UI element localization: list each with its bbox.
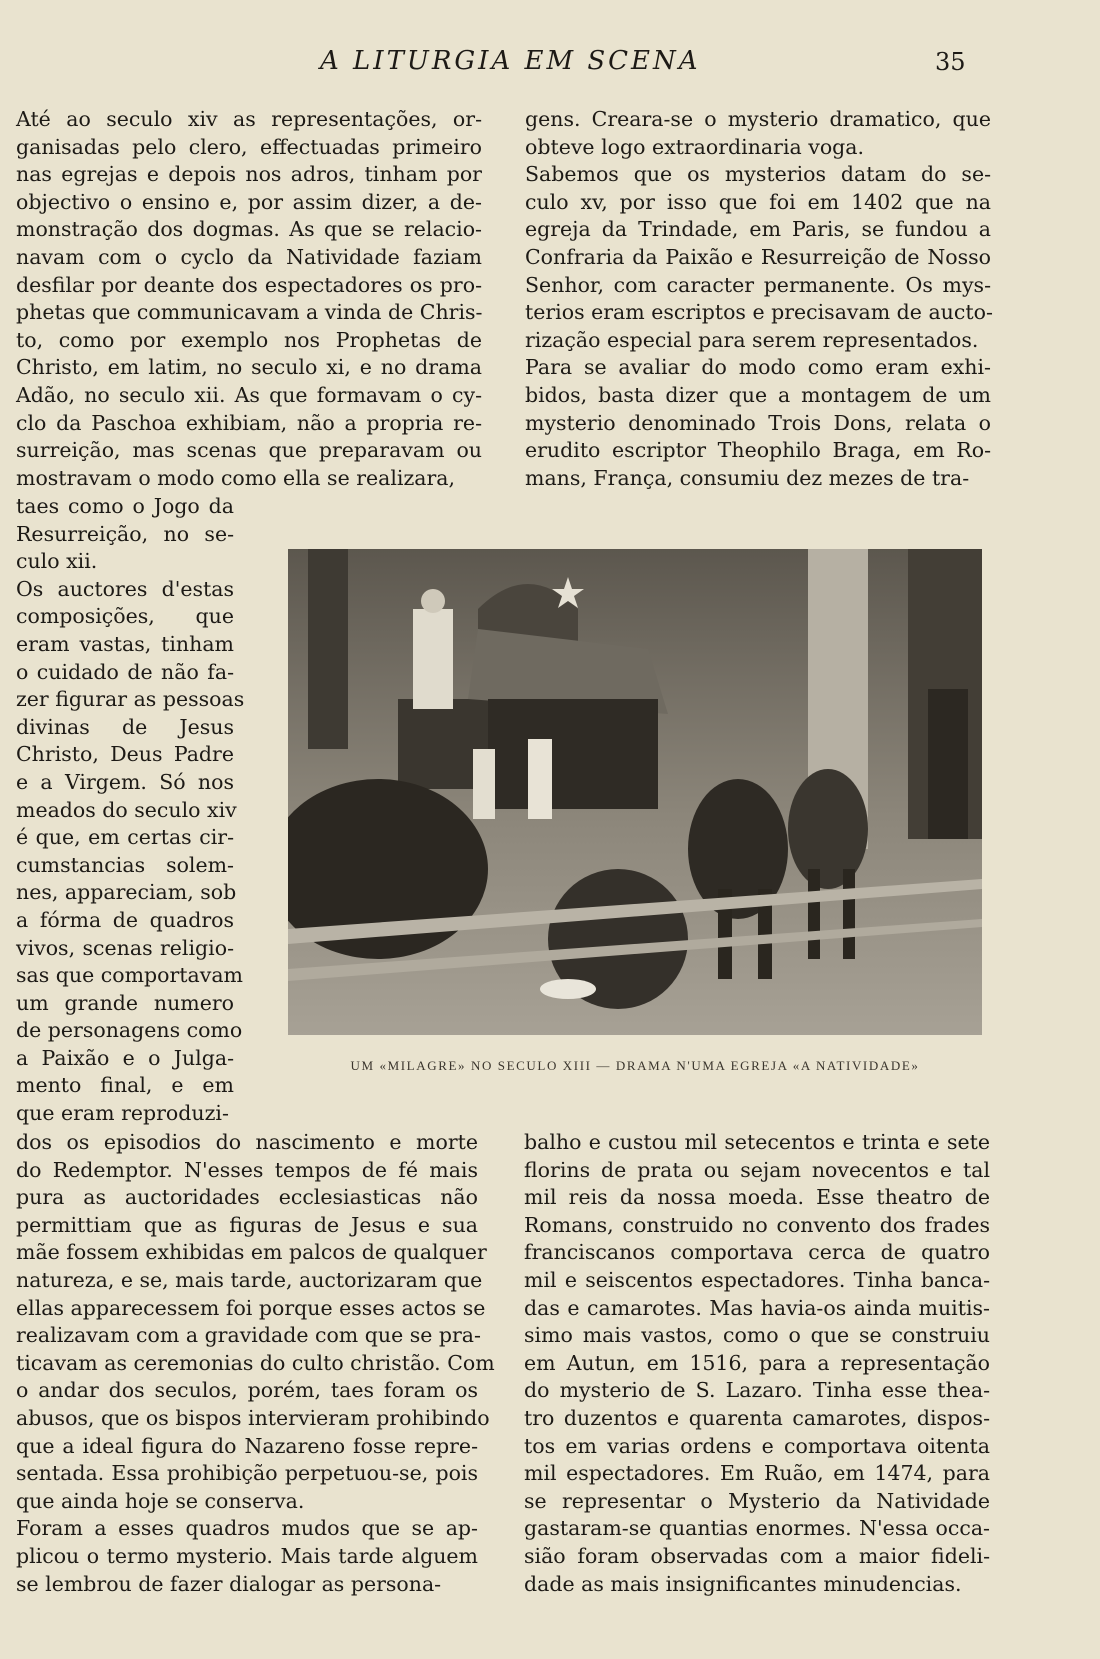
text-line: Adão, no seculo xii. As que formavam o cy- [16,382,482,407]
text-line: mans, França, consumiu dez mezes de tra- [525,465,970,490]
text-line: mysterio denominado Trois Dons, relata o [525,410,991,435]
text-line: mil espectadores. Em Ruão, em 1474, para [524,1461,990,1486]
text-line: que eram reproduzi- [16,1101,229,1126]
illustration-caption: UM «MILAGRE» NO SECULO XIII — DRAMA N'UMA EGREJA «A NATIVIDADE» [350,1058,920,1073]
text-line: sião foram observadas com a maior fideli- [524,1543,990,1568]
text-line: Resurreição, no se- [16,521,234,546]
text-line: Até ao seculo xiv as representações, or- [16,107,482,131]
text-line: abusos, que os bispos intervieram prohibindo [16,1405,490,1430]
column-top-right [525,106,991,492]
text-line: plicou o termo mysterio. Mais tarde alguem [16,1543,478,1568]
text-line: realizavam com a gravidade com que se pra- [16,1323,481,1348]
text-line: bidos, basta dizer que a montagem de um [525,382,991,407]
text-line: to, como por exemplo nos Prophetas de [16,327,482,352]
text-line: terios eram escriptos e precisavam de aucto- [525,300,993,325]
text-line: culo xii. [16,549,98,574]
text-line: sas que comportavam [16,963,243,988]
text-line: Sabemos que os mysterios datam do se- [525,162,991,187]
running-title: A LITURGIA EM SCENA [320,46,701,76]
text-line: do mysterio de S. Lazaro. Tinha esse thea- [524,1378,990,1403]
text-line: se representar o Mysterio da Natividade [524,1488,990,1513]
text-line: a fórma de quadros [16,907,234,932]
text-line: Christo, em latim, no seculo xi, e no drama [16,355,482,380]
text-line: clo da Paschoa exhibiam, não a propria re- [16,410,482,435]
text-line: nes, appareciam, sob [16,880,237,905]
text-line: zer figurar as pessoas [16,687,245,712]
column-bottom-left [16,1129,495,1598]
text-line: franciscanos comportava cerca de quatro [524,1240,990,1265]
text-line: Para se avaliar do modo como eram exhi- [525,355,991,380]
text-line: gens. Creara-se o mysterio dramatico, que [525,107,991,131]
text-line: do Redemptor. N'esses tempos de fé mais [16,1157,478,1182]
text-line: dos os episodios do nascimento e morte [16,1130,478,1154]
text-line: florins de prata ou sejam novecentos e tal [524,1157,990,1182]
column-narrow-left [16,493,245,1128]
text-line: simo mais vastos, como o que se construiu [524,1323,990,1348]
text-line: sentada. Essa prohibição perpetuou-se, pois [16,1461,478,1486]
text-line: mento final, e em [16,1073,234,1098]
text-line: mãe fossem exhibidas em palcos de qualquer [16,1240,487,1265]
nativity-play-illustration [288,549,982,1035]
text-line: Foram a esses quadros mudos que se ap- [16,1516,478,1541]
column-top-left [16,106,482,492]
text-line: e a Virgem. Só nos [16,769,234,794]
text-line: tro duzentos e quarenta camarotes, dispos- [524,1405,990,1430]
text-line: navam com o cyclo da Natividade faziam [16,244,482,269]
text-line: dade as mais insignificantes minudencias. [524,1571,962,1596]
text-line: Os auctores d'estas [16,576,234,601]
text-line: ticavam as ceremonias do culto christão. Com [16,1350,495,1375]
text-line: Christo, Deus Padre [16,742,234,767]
text-line: gastaram-se quantias enormes. N'essa occa- [524,1516,990,1541]
text-line: mil e seiscentos espectadores. Tinha banca- [524,1267,990,1292]
text-line: meados do seculo xiv [16,797,237,822]
text-line: monstração dos dogmas. As que se relacio- [16,217,482,242]
text-line: eram vastas, tinham [16,631,234,656]
text-line: Senhor, com caracter permanente. Os mys- [525,272,991,297]
text-line: natureza, e se, mais tarde, auctorizaram que [16,1267,483,1292]
text-line: a Paixão e o Julga- [16,1045,234,1070]
text-line: balho e custou mil setecentos e trinta e sete [524,1130,990,1154]
text-line: cumstancias solem- [16,852,234,877]
text-line: das e camarotes. Mas havia-os ainda muitis- [524,1295,990,1320]
column-bottom-right [524,1129,990,1598]
text-line: Confraria da Paixão e Resurreição de Nosso [525,244,991,269]
text-line: surreição, mas scenas que preparavam ou [16,438,482,463]
text-line: objectivo o ensino e, por assim dizer, a de- [16,189,482,214]
text-line: ellas apparecessem foi porque esses actos se [16,1295,486,1320]
text-line: que ainda hoje se conserva. [16,1488,305,1513]
text-line: Romans, construido no convento dos frades [524,1212,990,1237]
text-line: mostravam o modo como ella se realizara, [16,465,456,490]
text-line: erudito escriptor Theophilo Braga, em Ro- [525,438,991,463]
text-line: mil reis da nossa moeda. Esse theatro de [524,1185,990,1210]
text-line: culo xv, por isso que foi em 1402 que na [525,189,991,214]
text-line: um grande numero [16,990,234,1015]
text-line: o andar dos seculos, porém, taes foram os [16,1378,478,1403]
text-line: composições, que [16,604,234,629]
text-line: tos em varias ordens e comportava oitenta [524,1433,990,1458]
text-line: vivos, scenas religio- [16,935,234,960]
text-line: obteve logo extraordinaria voga. [525,134,865,159]
text-line: que a ideal figura do Nazareno fosse repre- [16,1433,478,1458]
text-line: em Autun, em 1516, para a representação [524,1350,990,1375]
text-line: nas egrejas e depois nos adros, tinham por [16,162,482,187]
text-line: egreja da Trindade, em Paris, se fundou a [525,217,991,242]
text-line: divinas de Jesus [16,714,234,739]
text-line: ganisadas pelo clero, effectuadas primeiro [16,134,482,159]
text-line: phetas que communicavam a vinda de Chris- [16,300,483,325]
text-line: se lembrou de fazer dialogar as persona- [16,1571,442,1596]
text-line: permittiam que as figuras de Jesus e sua [16,1212,478,1237]
text-line: rização especial para serem representados. [525,327,979,352]
text-line: é que, em certas cir- [16,825,234,850]
running-head [0,46,1100,86]
text-line: o cuidado de não fa- [16,659,234,684]
text-line: desfilar por deante dos espectadores os pro- [16,272,482,297]
page-number: 35 [935,48,966,76]
illustration-drawing [288,549,982,1035]
text-line: pura as auctoridades ecclesiasticas não [16,1185,478,1210]
text-line: taes como o Jogo da [16,494,234,518]
text-line: de personagens como [16,1018,243,1043]
